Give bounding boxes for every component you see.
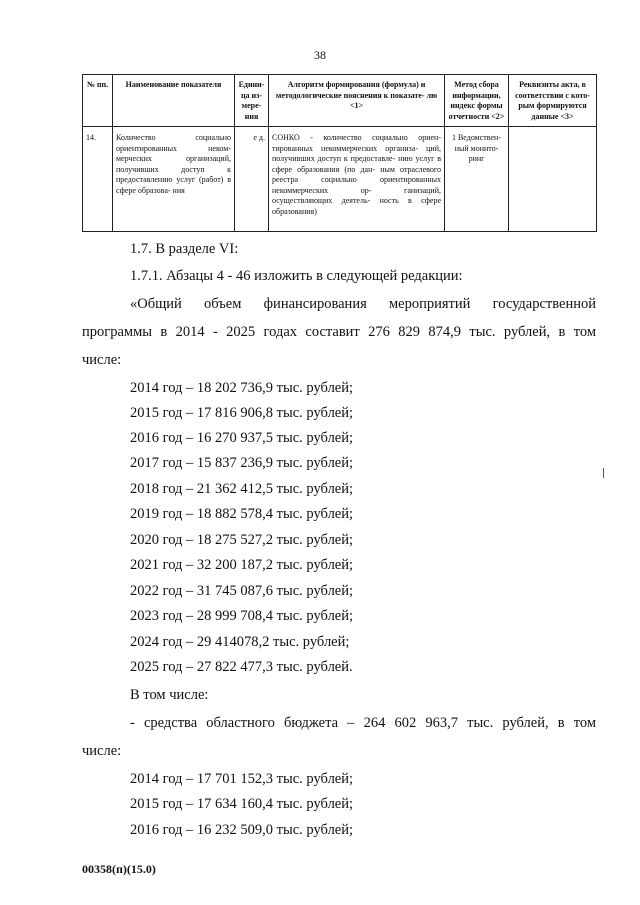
regional-budget-line-1: - средства областного бюджета – 264 602 963,7 тыс. рублей, в том: [130, 715, 596, 731]
total-year-item: 2024 год – 29 414078,2 тыс. рублей;: [130, 634, 350, 650]
header-unit: Едини- ца из- мере- ния: [235, 75, 269, 127]
total-year-item: 2019 год – 18 882 578,4 тыс. рублей;: [130, 506, 354, 522]
total-financing-line-1: «Общий объем финансирования мероприятий государственной: [130, 296, 596, 312]
total-financing-line-3: числе:: [82, 352, 122, 368]
total-year-item: 2021 год – 32 200 187,2 тыс. рублей;: [130, 557, 354, 573]
regional-budget-line-2: числе:: [82, 743, 122, 759]
margin-mark: [603, 468, 604, 478]
including-label: В том числе:: [130, 687, 209, 703]
total-year-item: 2017 год – 15 837 236,9 тыс. рублей;: [130, 455, 354, 471]
document-code: 00358(п)(15.0): [82, 862, 156, 876]
row-indicator-name: Количество социально ориентированных неком- мерческих организаций, получивших доступ к предоставлению услуг (работ) в сфере образова- ния: [113, 127, 235, 232]
table-header-row: [83, 75, 597, 127]
total-financing-line-2: программы в 2014 - 2025 годах составит 276 829 874,9 тыс. рублей, в том: [82, 324, 596, 340]
total-year-item: 2015 год – 17 816 906,8 тыс. рублей;: [130, 405, 354, 421]
page-number: 38: [314, 48, 326, 62]
row-algorithm: СОНКО - количество социально ориен- тированных некоммерческих организа- ций, получивших доступ к предоставле- нию услуг в сфере образования (по дан- ным отраслевого реестра социально ориентированных некоммерческих ор- ганизаций, осуществляющих деятель- ность в сфере образования): [269, 127, 445, 232]
total-year-item: 2020 год – 18 275 527,2 тыс. рублей;: [130, 532, 354, 548]
indicators-table: [82, 74, 597, 232]
total-year-item: 2025 год – 27 822 477,3 тыс. рублей.: [130, 659, 353, 675]
header-number: № пп.: [83, 75, 113, 127]
header-act-requisites: Реквизиты акта, в соответствии с кото- рым формируются данные <3>: [509, 75, 597, 127]
total-year-item: 2018 год – 21 362 412,5 тыс. рублей;: [130, 481, 354, 497]
section-heading: 1.7. В разделе VI:: [130, 241, 239, 257]
total-year-item: 2022 год – 31 745 087,6 тыс. рублей;: [130, 583, 354, 599]
header-collection-method: Метод сбора информации, индекс формы отчетности <2>: [445, 75, 509, 127]
row-collection-method: 1 Ведомствен- ный монито- ринг: [445, 127, 509, 232]
table-row: [83, 127, 597, 232]
header-algorithm: Алгоритм формирования (формула) и методологические пояснения к показате- лю <1>: [269, 75, 445, 127]
regional-year-item: 2014 год – 17 701 152,3 тыс. рублей;: [130, 771, 354, 787]
regional-year-item: 2015 год – 17 634 160,4 тыс. рублей;: [130, 796, 354, 812]
total-year-item: 2014 год – 18 202 736,9 тыс. рублей;: [130, 380, 354, 396]
row-act-requisites: [509, 127, 597, 232]
row-number: 14.: [83, 127, 113, 232]
total-year-item: 2016 год – 16 270 937,5 тыс. рублей;: [130, 430, 354, 446]
regional-year-item: 2016 год – 16 232 509,0 тыс. рублей;: [130, 822, 354, 838]
row-unit: е д.: [235, 127, 269, 232]
total-year-item: 2023 год – 28 999 708,4 тыс. рублей;: [130, 608, 354, 624]
header-indicator-name: Наименование показателя: [113, 75, 235, 127]
paragraph-heading: 1.7.1. Абзацы 4 - 46 изложить в следующей редакции:: [130, 268, 463, 284]
